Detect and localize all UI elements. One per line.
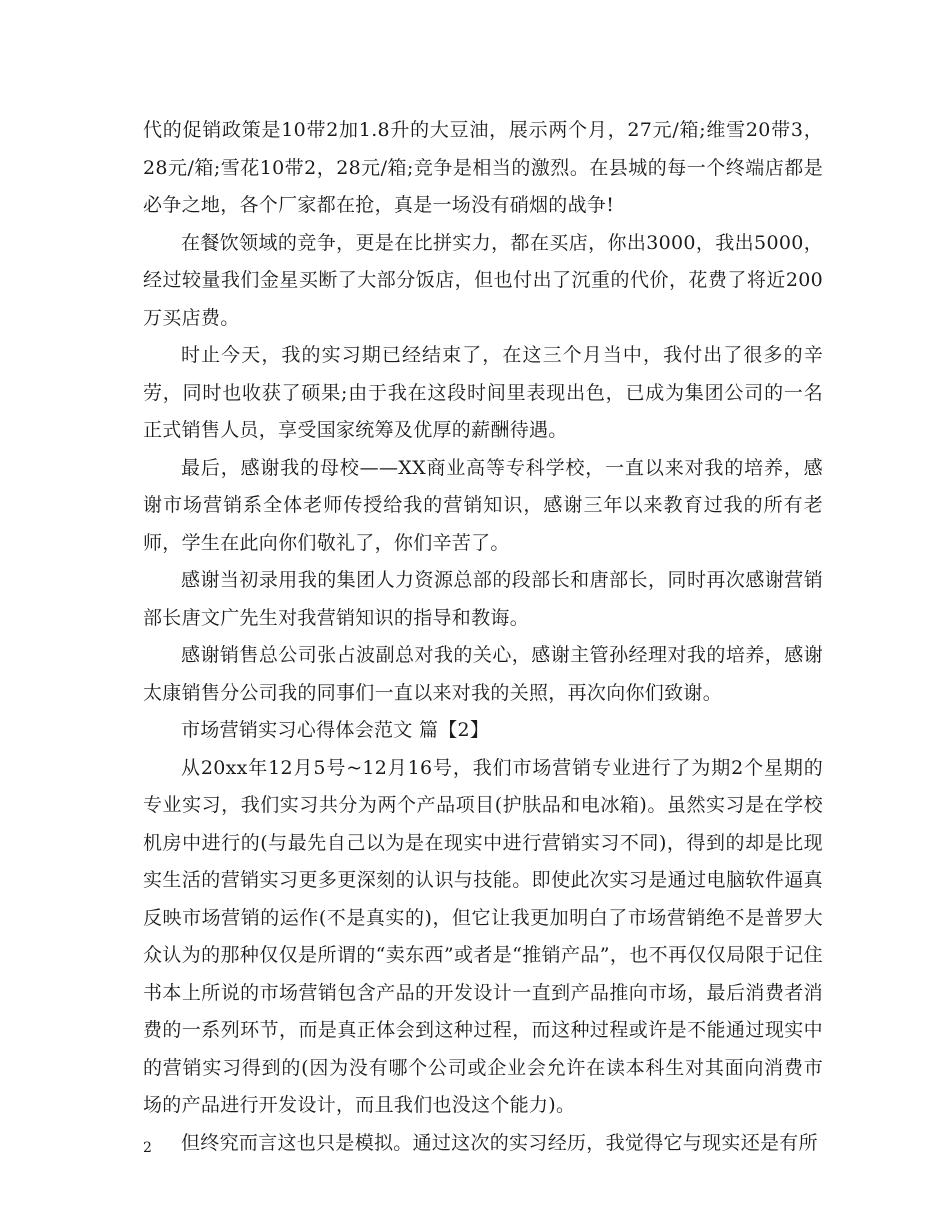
paragraph-4: 最后，感谢我的母校——XX商业高等专科学校，一直以来对我的培养，感谢市场营销系全体老师传授给我的营销知识，感谢三年以来教育过我的所有老师，学生在此向你们敬礼了，你们辛苦了。 bbox=[143, 456, 823, 554]
document-body bbox=[143, 112, 823, 1162]
paragraph-6: 感谢销售总公司张占波副总对我的关心，感谢主管孙经理对我的培养，感谢太康销售分公司我的同事们一直以来对我的关照，再次向你们致谢。 bbox=[143, 644, 823, 704]
paragraph-1: 代的促销政策是10带2加1.8升的大豆油，展示两个月，27元/箱;维雪20带3，28元/箱;雪花10带2，28元/箱;竞争是相当的激烈。在县城的每一个终端店都是必争之地，各个厂家都在抢，真是一场没有硝烟的战争! bbox=[143, 119, 823, 216]
paragraph-2: 在餐饮领域的竞争，更是在比拼实力，都在买店，你出3000，我出5000，经过较量我们金星买断了大部分饭店，但也付出了沉重的代价，花费了将近200万买店费。 bbox=[143, 231, 823, 329]
paragraph-3: 时止今天，我的实习期已经结束了，在这三个月当中，我付出了很多的辛劳，同时也收获了硕果;由于我在这段时间里表现出色，已成为集团公司的一名正式销售人员，享受国家统筹及优厚的薪酬待遇。 bbox=[143, 344, 823, 441]
page-number: 2 bbox=[143, 1140, 152, 1156]
paragraph-8: 但终究而言这也只是模拟。通过这次的实习经历，我觉得它与现实还是有所 bbox=[181, 1131, 818, 1154]
paragraph-5: 感谢当初录用我的集团人力资源总部的段部长和唐部长，同时再次感谢营销部长唐文广先生对我营销知识的指导和教诲。 bbox=[143, 569, 823, 629]
section-heading: 市场营销实习心得体会范文 篇【2】 bbox=[181, 719, 490, 741]
paragraph-7: 从20xx年12月5号~12月16号，我们市场营销专业进行了为期2个星期的专业实习，我们实习共分为两个产品项目(护肤品和电冰箱)。虽然实习是在学校机房中进行的(与最先自己以为是在现实中进行营销实习不同)，得到的却是比现实生活的营销实习更多更深刻的认识与技能。即使此次实习是通过电脑软件逼真反映市场营销的运作(不是真实的)，但它让我更加明白了市场营销绝不是普罗大众认为的那种仅仅是所谓的“卖东西”或者是“推销产品”，也不再仅仅局限于记住书本上所说的市场营销包含产品的开发设计一直到产品推向市场，最后消费者消费的一系列环节，而是真正体会到这种过程，而这种过程或许是不能通过现实中的营销实习得到的(因为没有哪个公司或企业会允许在读本科生对其面向消费市场的产品进行开发设计，而且我们也没这个能力)。 bbox=[143, 756, 823, 1116]
